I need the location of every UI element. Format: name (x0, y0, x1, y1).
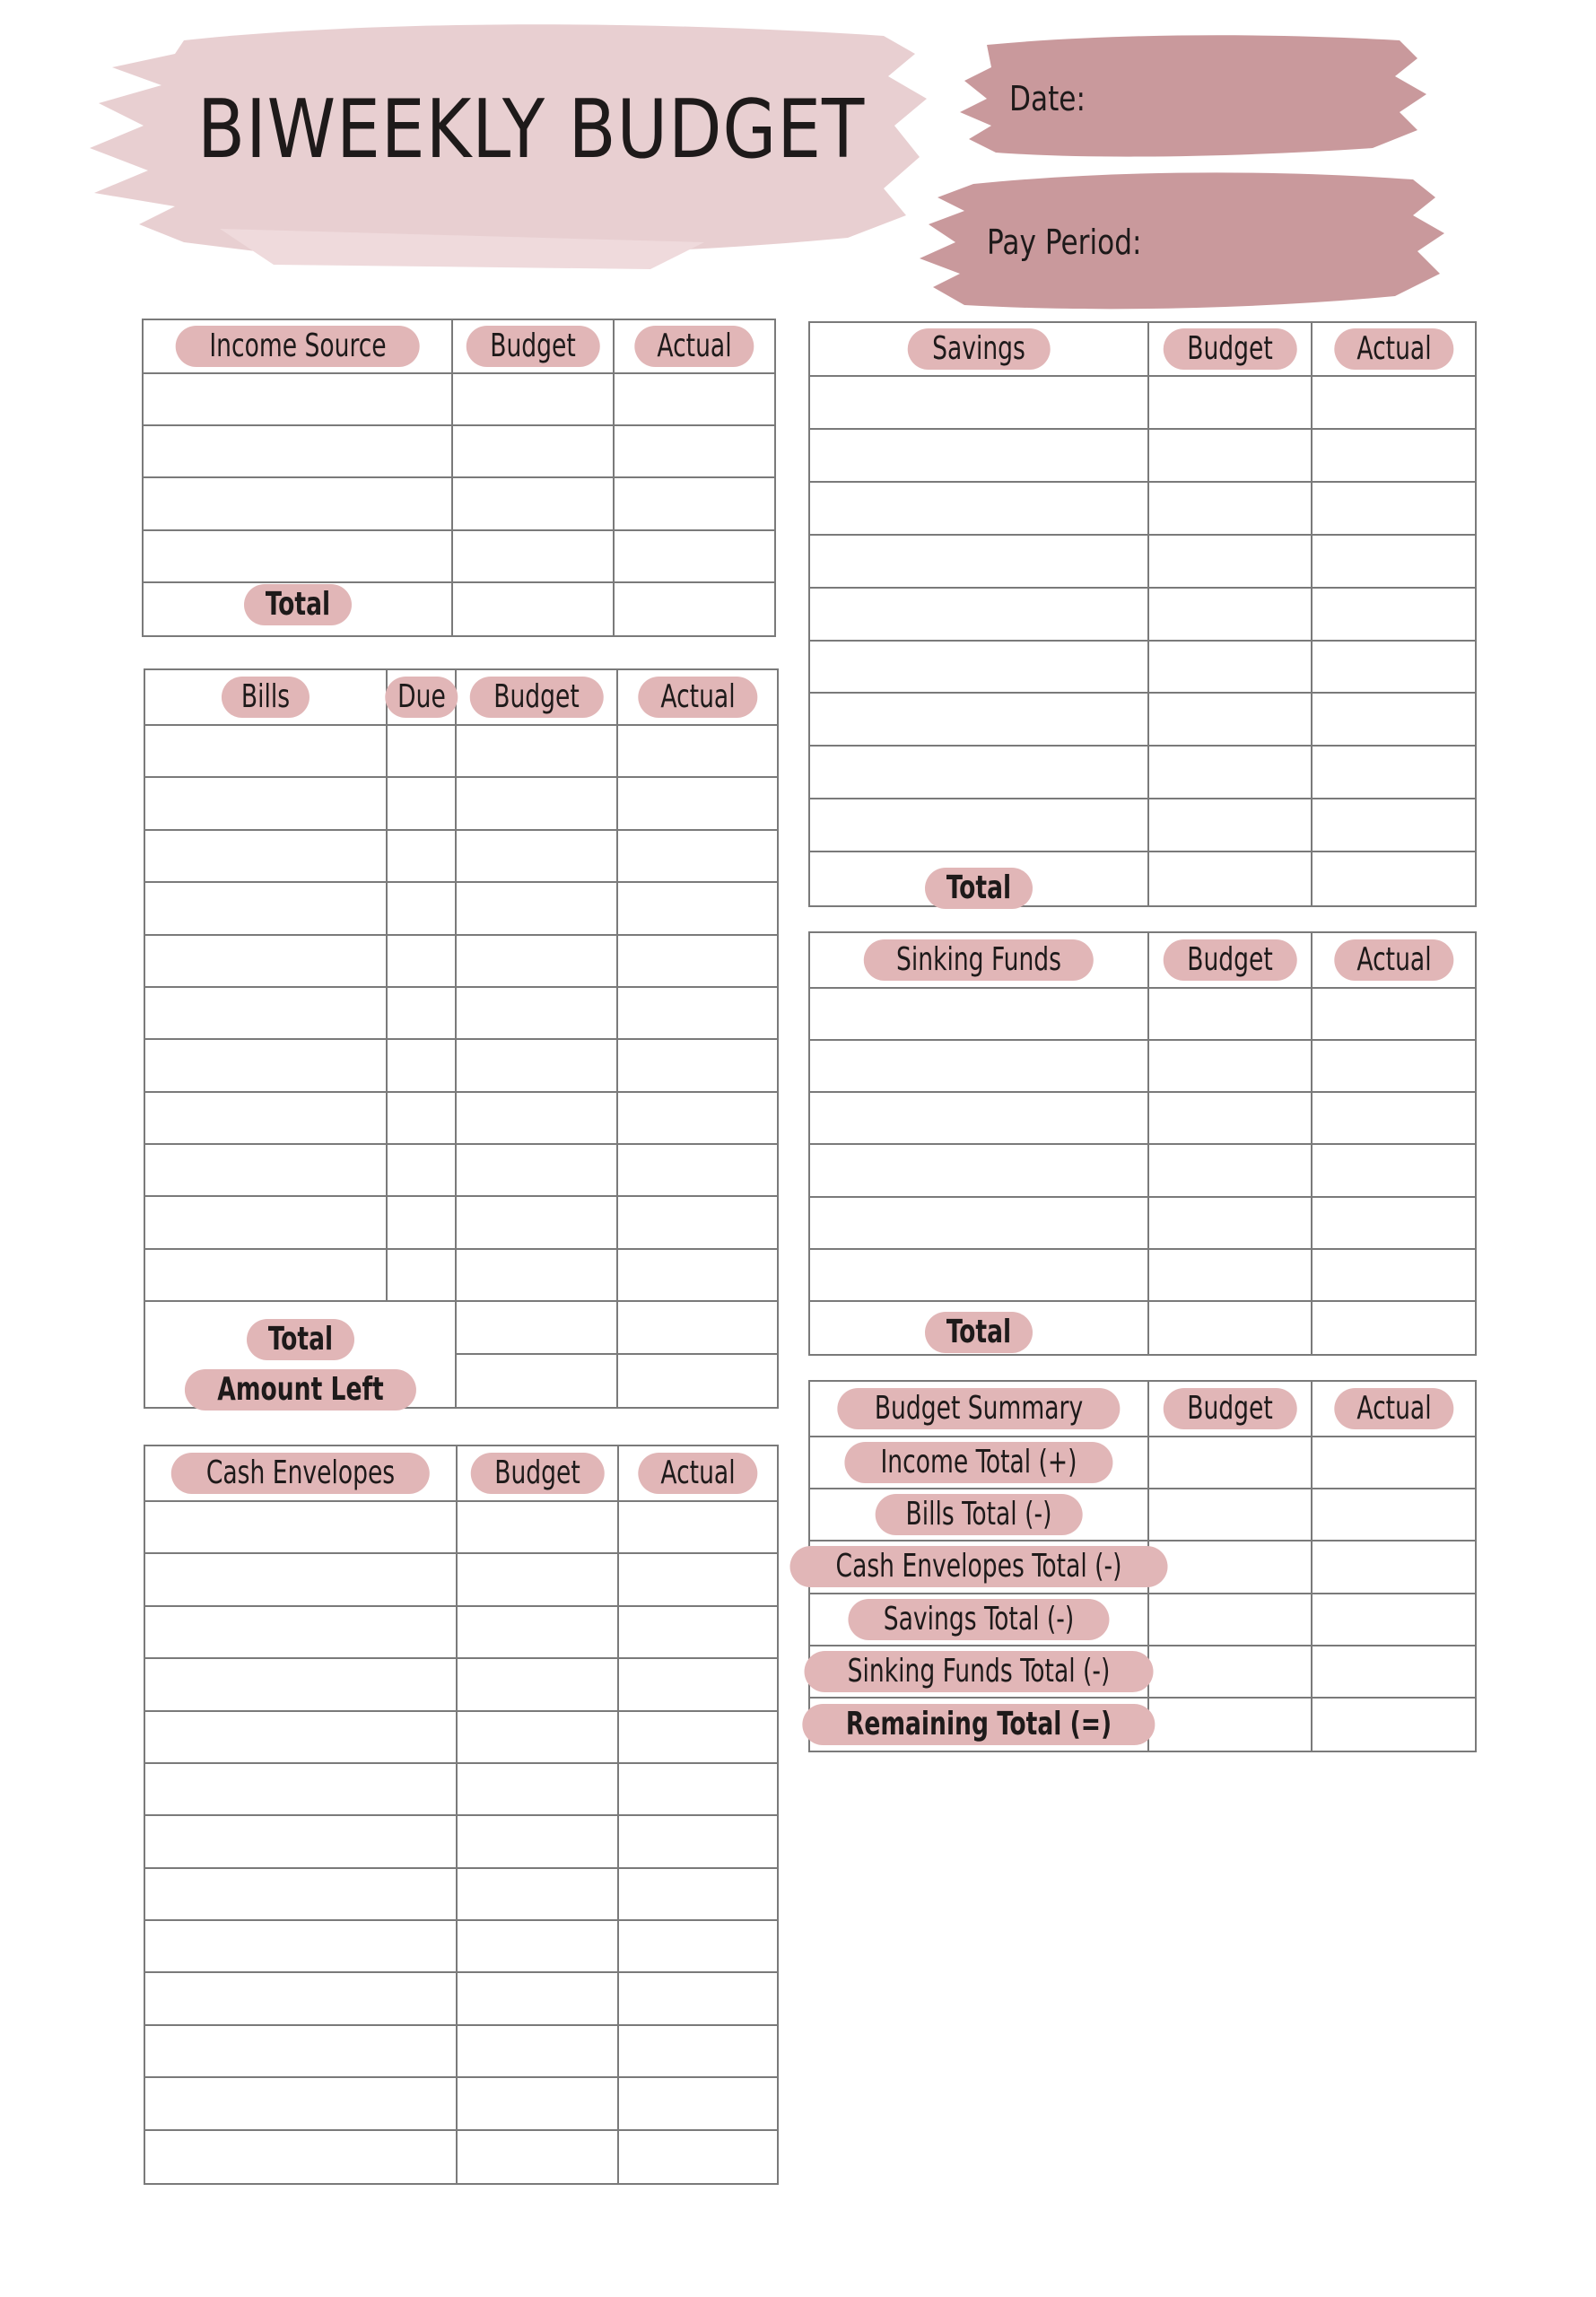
summary-cell[interactable] (1313, 1594, 1475, 1646)
bills-cell[interactable] (388, 1040, 457, 1092)
sinking-cell[interactable] (810, 1093, 1149, 1145)
sinking-cell[interactable] (810, 1041, 1149, 1093)
bills-cell[interactable] (457, 1197, 618, 1249)
bills-cell[interactable] (457, 1093, 618, 1145)
cash-header-budget: Budget (458, 1446, 619, 1502)
cash-cell[interactable] (619, 1764, 777, 1816)
income-cell[interactable] (615, 426, 774, 478)
bills-cell[interactable] (618, 1197, 777, 1249)
savings-cell[interactable] (810, 799, 1149, 852)
cash-cell[interactable] (145, 1921, 458, 1973)
income-cell[interactable] (453, 374, 615, 426)
cash-cell[interactable] (619, 1712, 777, 1764)
income-cell[interactable] (453, 478, 615, 530)
cash-cell[interactable] (619, 1607, 777, 1659)
cash-cell[interactable] (458, 2026, 619, 2078)
cash-cell[interactable] (619, 2131, 777, 2183)
bills-cell[interactable] (388, 988, 457, 1040)
cash-cell[interactable] (458, 2078, 619, 2130)
sinking-header-funds: Sinking Funds (810, 933, 1149, 989)
cash-cell[interactable] (619, 1816, 777, 1868)
bills-cell[interactable] (618, 936, 777, 988)
cash-cell[interactable] (619, 1973, 777, 2025)
bills-cell[interactable] (145, 1093, 388, 1145)
income-cell[interactable] (144, 374, 453, 426)
income-total-budget[interactable] (453, 583, 615, 635)
savings-cell[interactable] (1149, 747, 1313, 799)
bills-cell[interactable] (457, 831, 618, 883)
bills-cell[interactable] (145, 936, 388, 988)
bills-cell[interactable] (145, 1145, 388, 1197)
savings-cell[interactable] (1313, 589, 1475, 642)
sinking-cell[interactable] (810, 1145, 1149, 1197)
bills-cell[interactable] (388, 1093, 457, 1145)
cash-cell[interactable] (145, 1712, 458, 1764)
bills-header-actual: Actual (618, 670, 777, 726)
savings-cell[interactable] (1149, 589, 1313, 642)
cash-cell[interactable] (458, 1921, 619, 1973)
summary-cell[interactable] (1149, 1437, 1313, 1489)
bills-amount-left-actual[interactable] (618, 1355, 777, 1407)
summary-row-label: Savings Total (-) (810, 1594, 1149, 1646)
cash-cell[interactable] (145, 1502, 458, 1554)
cash-cell[interactable] (145, 1607, 458, 1659)
summary-cell[interactable] (1313, 1489, 1475, 1542)
cash-cell[interactable] (458, 1764, 619, 1816)
bills-cell[interactable] (388, 726, 457, 778)
income-total-label-cell: Total (144, 583, 453, 635)
savings-cell[interactable] (1313, 799, 1475, 852)
sinking-cell[interactable] (810, 989, 1149, 1041)
bills-cell[interactable] (145, 1197, 388, 1249)
sinking-total-budget[interactable] (1149, 1302, 1313, 1354)
bills-cell[interactable] (388, 778, 457, 830)
income-cell[interactable] (144, 478, 453, 530)
savings-header-budget: Budget (1149, 323, 1313, 377)
savings-header-savings: Savings (810, 323, 1149, 377)
cash-cell[interactable] (619, 1659, 777, 1711)
page-title: BIWEEKLY BUDGET (197, 83, 866, 177)
bills-cell[interactable] (145, 778, 388, 830)
sinking-cell[interactable] (1149, 1198, 1313, 1250)
bills-cell[interactable] (388, 831, 457, 883)
cash-cell[interactable] (145, 1554, 458, 1606)
cash-cell[interactable] (619, 2078, 777, 2130)
income-cell[interactable] (144, 426, 453, 478)
summary-row-label: Cash Envelopes Total (-) (810, 1542, 1149, 1594)
savings-cell[interactable] (1149, 536, 1313, 589)
cash-header-actual: Actual (619, 1446, 777, 1502)
savings-total-label-cell: Total (810, 852, 1149, 905)
summary-row-label: Bills Total (-) (810, 1489, 1149, 1542)
savings-header-actual: Actual (1313, 323, 1475, 377)
savings-total-actual[interactable] (1313, 852, 1475, 905)
cash-cell[interactable] (145, 2131, 458, 2183)
cash-cell[interactable] (458, 1973, 619, 2025)
savings-cell[interactable] (1313, 430, 1475, 483)
summary-cell[interactable] (1313, 1437, 1475, 1489)
income-cell[interactable] (453, 531, 615, 583)
savings-cell[interactable] (1313, 747, 1475, 799)
savings-cell[interactable] (810, 430, 1149, 483)
bills-table (144, 668, 779, 1409)
savings-cell[interactable] (1313, 483, 1475, 536)
savings-cell[interactable] (1313, 694, 1475, 747)
sinking-cell[interactable] (1313, 989, 1475, 1041)
bills-cell[interactable] (145, 726, 388, 778)
cash-cell[interactable] (619, 1502, 777, 1554)
savings-cell[interactable] (1149, 377, 1313, 430)
summary-header-budget: Budget (1149, 1382, 1313, 1437)
cash-cell[interactable] (458, 1659, 619, 1711)
savings-cell[interactable] (810, 536, 1149, 589)
summary-cell[interactable] (1313, 1646, 1475, 1699)
savings-total-budget[interactable] (1149, 852, 1313, 905)
pay-period-label: Pay Period: (987, 223, 1142, 262)
bills-total-label-cell: Total (145, 1302, 457, 1354)
bills-cell[interactable] (618, 1040, 777, 1092)
cash-cell[interactable] (458, 2131, 619, 2183)
savings-cell[interactable] (1149, 694, 1313, 747)
summary-cell[interactable] (1313, 1542, 1475, 1594)
summary-header-actual: Actual (1313, 1382, 1475, 1437)
income-cell[interactable] (615, 478, 774, 530)
bills-cell[interactable] (457, 1250, 618, 1302)
income-table (142, 319, 776, 637)
bills-cell[interactable] (388, 1197, 457, 1249)
summary-row-label: Remaining Total (=) (810, 1699, 1149, 1751)
bills-cell[interactable] (618, 778, 777, 830)
cash-cell[interactable] (145, 2026, 458, 2078)
bills-cell[interactable] (145, 1040, 388, 1092)
cash-cell[interactable] (619, 2026, 777, 2078)
bills-header-due: Due (388, 670, 457, 726)
cash-envelopes-table (144, 1445, 779, 2185)
summary-row-label: Sinking Funds Total (-) (810, 1646, 1149, 1699)
cash-cell[interactable] (458, 1869, 619, 1921)
bills-cell[interactable] (145, 988, 388, 1040)
sinking-cell[interactable] (810, 1198, 1149, 1250)
bills-cell[interactable] (388, 936, 457, 988)
bills-cell[interactable] (145, 831, 388, 883)
bills-cell[interactable] (457, 726, 618, 778)
bills-total-actual[interactable] (618, 1302, 777, 1354)
savings-cell[interactable] (1149, 642, 1313, 694)
bills-amount-left-budget[interactable] (457, 1355, 618, 1407)
savings-cell[interactable] (810, 589, 1149, 642)
savings-cell[interactable] (1313, 642, 1475, 694)
savings-cell[interactable] (1313, 377, 1475, 430)
bills-cell[interactable] (618, 883, 777, 935)
savings-cell[interactable] (1149, 799, 1313, 852)
savings-cell[interactable] (810, 642, 1149, 694)
income-header-actual: Actual (615, 320, 774, 374)
cash-cell[interactable] (458, 1607, 619, 1659)
savings-table (808, 321, 1477, 907)
cash-header-envelopes: Cash Envelopes (145, 1446, 458, 1502)
cash-cell[interactable] (458, 1554, 619, 1606)
savings-cell[interactable] (810, 694, 1149, 747)
income-header-budget: Budget (453, 320, 615, 374)
cash-cell[interactable] (458, 1712, 619, 1764)
summary-cell[interactable] (1149, 1489, 1313, 1542)
bills-cell[interactable] (145, 1250, 388, 1302)
sinking-cell[interactable] (810, 1250, 1149, 1302)
sinking-cell[interactable] (1149, 1041, 1313, 1093)
income-cell[interactable] (615, 374, 774, 426)
cash-cell[interactable] (145, 1659, 458, 1711)
budget-summary-table (808, 1380, 1477, 1752)
cash-cell[interactable] (145, 2078, 458, 2130)
savings-cell[interactable] (1149, 430, 1313, 483)
sinking-total-actual[interactable] (1313, 1302, 1475, 1354)
sinking-cell[interactable] (1313, 1145, 1475, 1197)
date-label: Date: (1009, 79, 1086, 118)
cash-cell[interactable] (619, 1554, 777, 1606)
bills-cell[interactable] (618, 988, 777, 1040)
sinking-cell[interactable] (1313, 1041, 1475, 1093)
cash-cell[interactable] (619, 1869, 777, 1921)
sinking-cell[interactable] (1149, 989, 1313, 1041)
income-cell[interactable] (615, 531, 774, 583)
bills-cell[interactable] (388, 883, 457, 935)
summary-cell[interactable] (1149, 1594, 1313, 1646)
bills-cell[interactable] (618, 726, 777, 778)
cash-cell[interactable] (458, 1502, 619, 1554)
summary-header-title: Budget Summary (810, 1382, 1149, 1437)
cash-cell[interactable] (145, 1973, 458, 2025)
bills-cell[interactable] (618, 1250, 777, 1302)
bills-total-budget[interactable] (457, 1302, 618, 1354)
bills-cell[interactable] (457, 988, 618, 1040)
summary-row-label: Income Total (+) (810, 1437, 1149, 1489)
cash-cell[interactable] (145, 1816, 458, 1868)
bills-amount-left-label-cell: Amount Left (145, 1355, 457, 1407)
sinking-cell[interactable] (1149, 1250, 1313, 1302)
income-cell[interactable] (453, 426, 615, 478)
bills-cell[interactable] (388, 1145, 457, 1197)
cash-cell[interactable] (145, 1869, 458, 1921)
bills-cell[interactable] (457, 778, 618, 830)
bills-cell[interactable] (618, 831, 777, 883)
bills-cell[interactable] (457, 936, 618, 988)
bills-header-bills: Bills (145, 670, 388, 726)
sinking-cell[interactable] (1313, 1250, 1475, 1302)
income-header-source: Income Source (144, 320, 453, 374)
summary-cell[interactable] (1313, 1699, 1475, 1751)
bills-cell[interactable] (388, 1250, 457, 1302)
sinking-cell[interactable] (1313, 1093, 1475, 1145)
summary-cell[interactable] (1149, 1542, 1313, 1594)
savings-cell[interactable] (1313, 536, 1475, 589)
sinking-cell[interactable] (1149, 1093, 1313, 1145)
sinking-header-budget: Budget (1149, 933, 1313, 989)
bills-cell[interactable] (145, 883, 388, 935)
sinking-cell[interactable] (1313, 1198, 1475, 1250)
income-cell[interactable] (144, 531, 453, 583)
cash-cell[interactable] (619, 1921, 777, 1973)
savings-cell[interactable] (810, 747, 1149, 799)
bills-cell[interactable] (618, 1145, 777, 1197)
sinking-cell[interactable] (1149, 1145, 1313, 1197)
sinking-total-label-cell: Total (810, 1302, 1149, 1354)
sinking-header-actual: Actual (1313, 933, 1475, 989)
summary-cell[interactable] (1149, 1646, 1313, 1699)
bills-header-budget: Budget (457, 670, 618, 726)
sinking-funds-table (808, 931, 1477, 1356)
savings-cell[interactable] (810, 377, 1149, 430)
cash-cell[interactable] (145, 1764, 458, 1816)
summary-cell[interactable] (1149, 1699, 1313, 1751)
bills-cell[interactable] (457, 1145, 618, 1197)
bills-cell[interactable] (457, 1040, 618, 1092)
savings-cell[interactable] (1149, 483, 1313, 536)
income-total-actual[interactable] (615, 583, 774, 635)
savings-cell[interactable] (810, 483, 1149, 536)
bills-cell[interactable] (457, 883, 618, 935)
bills-cell[interactable] (618, 1093, 777, 1145)
cash-cell[interactable] (458, 1816, 619, 1868)
